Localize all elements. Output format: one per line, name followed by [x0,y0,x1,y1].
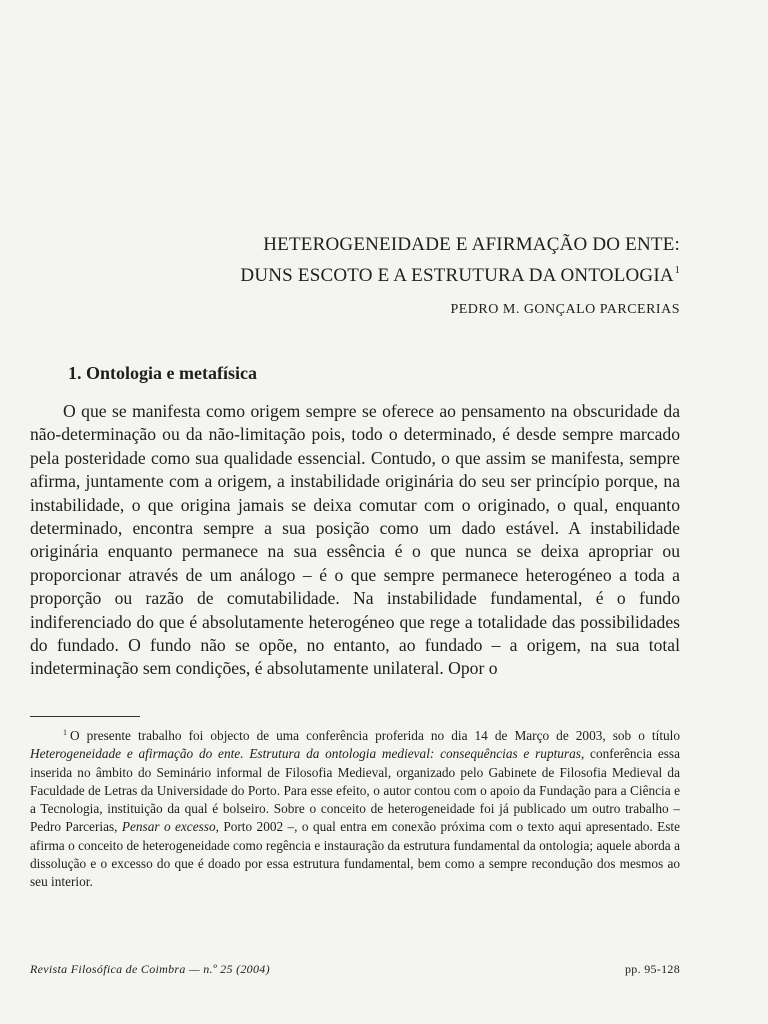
footnote-conference-title: Heterogeneidade e afirmação do ente. Estrutura da ontologia medieval: consequências e rupturas [30,746,581,762]
footnote-divider [30,716,140,717]
title-line-2-text: DUNS ESCOTO E A ESTRUTURA DA ONTOLOGIA [240,265,674,286]
footnote [30,724,680,892]
footnote-text-3: , Porto 2002 –, o qual entra em conexão próxima com o texto aqui apresentado. Este afirma o conceito de heterogeneidade como regência e instauração da estrutura fundamental da ontologia; aquele aborda a dissolução e o excesso do que é doado por essa estrutura fundamental, bem como a sempre recondução dos mesmos ao seu interior. [30,819,680,890]
journal-citation: Revista Filosófica de Coimbra — n.º 25 (2004) [30,962,270,976]
footnote-paragraph [30,724,680,892]
body-paragraph: O que se manifesta como origem sempre se oferece ao pensamento na obscuridade da não-determinação ou da não-limitação pois, todo o determinado, é desde sempre marcado pela posteridade como sua qualidade essencial. Contudo, o que assim se manifesta, sempre afirma, juntamente com a origem, a instabilidade originária do seu ser princípio porque, na instabilidade, o que origina jamais se deixa comutar com o originado, o qual, enquanto determinado, encontra sempre a sua posição como um dado estável. A instabilidade originária enquanto permanece na sua essência é o que nunca se deixa apropriar ou proporcionar através de um análogo – é o que sempre permanece heterogéneo a toda a proporção ou razão de comutabilidade. Na instabilidade fundamental, é o fundo indiferenciado do que é absolutamente heterogéneo que rege a totalidade das possibilidades do fundado. O fundo não se opõe, no entanto, ao fundado – a origem, na sua total indeterminação sem condições, é absolutamente unilateral. Opor o [30,401,680,679]
footnote-marker: 1 [63,728,67,737]
title-line-2 [100,258,680,289]
title-footnote-marker[interactable]: 1 [674,265,680,276]
title-line-1: HETEROGENEIDADE E AFIRMAÇÃO DO ENTE: [263,234,680,255]
footnote-text-1: O presente trabalho foi objecto de uma conferência proferida no dia 14 de Março de 2003, sob o título [70,728,680,743]
footnote-text-2: , conferência essa inserida no âmbito do Seminário informal de Filosofia Medieval, organizado pelo Gabinete de Filosofia Medieval da Faculdade de Letras da Universidade do Porto. Para esse efeito, o autor contou com o apoio da Fundação para a Ciência e a Tecnologia, instituição da qual é bolseiro. Sobre o conceito de heterogeneidade foi já publicado um outro trabalho – Pedro Parcerias, [30,746,680,835]
section-heading: 1. Ontologia e metafísica [68,363,257,383]
page-range: pp. 95-128 [625,962,680,976]
footnote-book-title: Pensar o excesso [121,819,216,835]
author-name: PEDRO M. GONÇALO PARCERIAS [450,302,680,317]
article-title [100,232,680,289]
body-text [30,400,680,681]
